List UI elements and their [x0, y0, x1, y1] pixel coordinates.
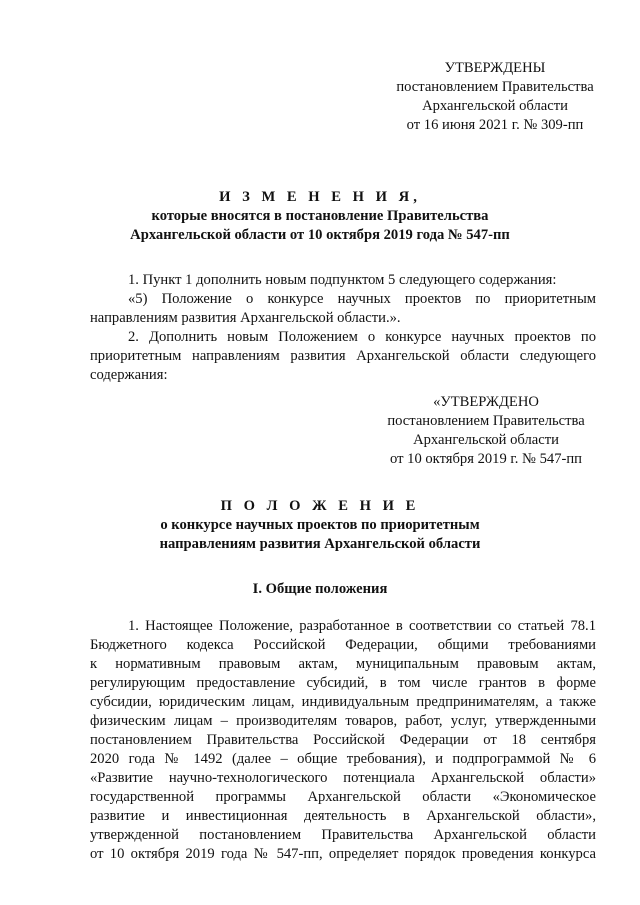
item2-line1: 2. Дополнить новым Положением о конкурсе научных проектов по — [128, 329, 596, 345]
body-line-11: развитие и инвестиционная деятельность в Архангельской области», — [90, 808, 596, 824]
approval-stamp-mid — [366, 393, 606, 469]
regulation-heading — [70, 497, 570, 554]
body-line-9: «Развитие научно-технологического потенциала Архангельской области» — [90, 770, 596, 786]
body-line-7: постановлением Правительства Российской Федерации от 18 сентября — [90, 732, 596, 748]
regulation-title: П О Л О Ж Е Н И Е — [220, 498, 420, 514]
changes-heading — [70, 188, 570, 245]
approval-top-line2: постановлением Правительства — [396, 79, 594, 95]
approval-mid-line4: от 10 октября 2019 г. № 547-пп — [390, 451, 582, 467]
item1-line3: направлениям развития Архангельской области.». — [90, 310, 401, 326]
item2-line2: приоритетным направлениям развития Архангельской области следующего — [90, 348, 596, 364]
regulation-subtitle-line3: направлениям развития Архангельской области — [159, 536, 481, 552]
changes-subtitle-line3: Архангельской области от 10 октября 2019 года № 547-пп — [130, 227, 510, 243]
item1-line1: 1. Пункт 1 дополнить новым подпунктом 5 следующего содержания: — [128, 272, 557, 288]
approval-top-line4: от 16 июня 2021 г. № 309-пп — [406, 117, 584, 133]
body-line-3: к нормативным правовым актам, муниципальным правовым актам, — [90, 656, 596, 672]
regulation-subtitle-line2: о конкурсе научных проектов по приоритетным — [160, 517, 480, 533]
approval-mid-line2: постановлением Правительства — [387, 413, 585, 429]
approval-top-line3: Архангельской области — [422, 98, 568, 114]
item1-line2: «5) Положение о конкурсе научных проектов по приоритетным — [128, 291, 596, 307]
approval-stamp-top — [380, 59, 610, 135]
changes-title: И З М Е Н Е Н И Я, — [219, 189, 421, 205]
approval-top-line1: УТВЕРЖДЕНЫ — [444, 60, 546, 76]
body-line-2: Бюджетного кодекса Российской Федерации, общими требованиями — [90, 637, 596, 653]
section1-title: I. Общие положения — [252, 581, 388, 597]
approval-mid-line1: «УТВЕРЖДЕНО — [433, 394, 539, 410]
body-line-12: утвержденной постановлением Правительства Архангельской области — [90, 827, 596, 843]
item2-line3: содержания: — [90, 367, 168, 383]
changes-subtitle-line2: которые вносятся в постановление Правительства — [151, 208, 489, 224]
body-paragraph — [90, 617, 596, 864]
body-line-8: 2020 года № 1492 (далее – общие требования), и подпрограммой № 6 — [90, 751, 596, 767]
body-line-1: 1. Настоящее Положение, разработанное в соответствии со статьей 78.1 — [128, 618, 596, 634]
items-block — [90, 271, 596, 385]
body-line-5: субсидии, юридическим лицам, индивидуальным предпринимателям, а также — [90, 694, 596, 710]
approval-mid-line3: Архангельской области — [413, 432, 559, 448]
body-line-10: государственной программы Архангельской области «Экономическое — [90, 789, 596, 805]
body-line-4: регулирующим предоставление субсидий, в том числе грантов в форме — [90, 675, 596, 691]
body-line-6: физическим лицам – производителям товаров, работ, услуг, утвержденными — [90, 713, 596, 729]
section1-heading — [70, 580, 570, 599]
body-line-13: от 10 октября 2019 года № 547-пп, определяет порядок проведения конкурса — [90, 846, 596, 862]
